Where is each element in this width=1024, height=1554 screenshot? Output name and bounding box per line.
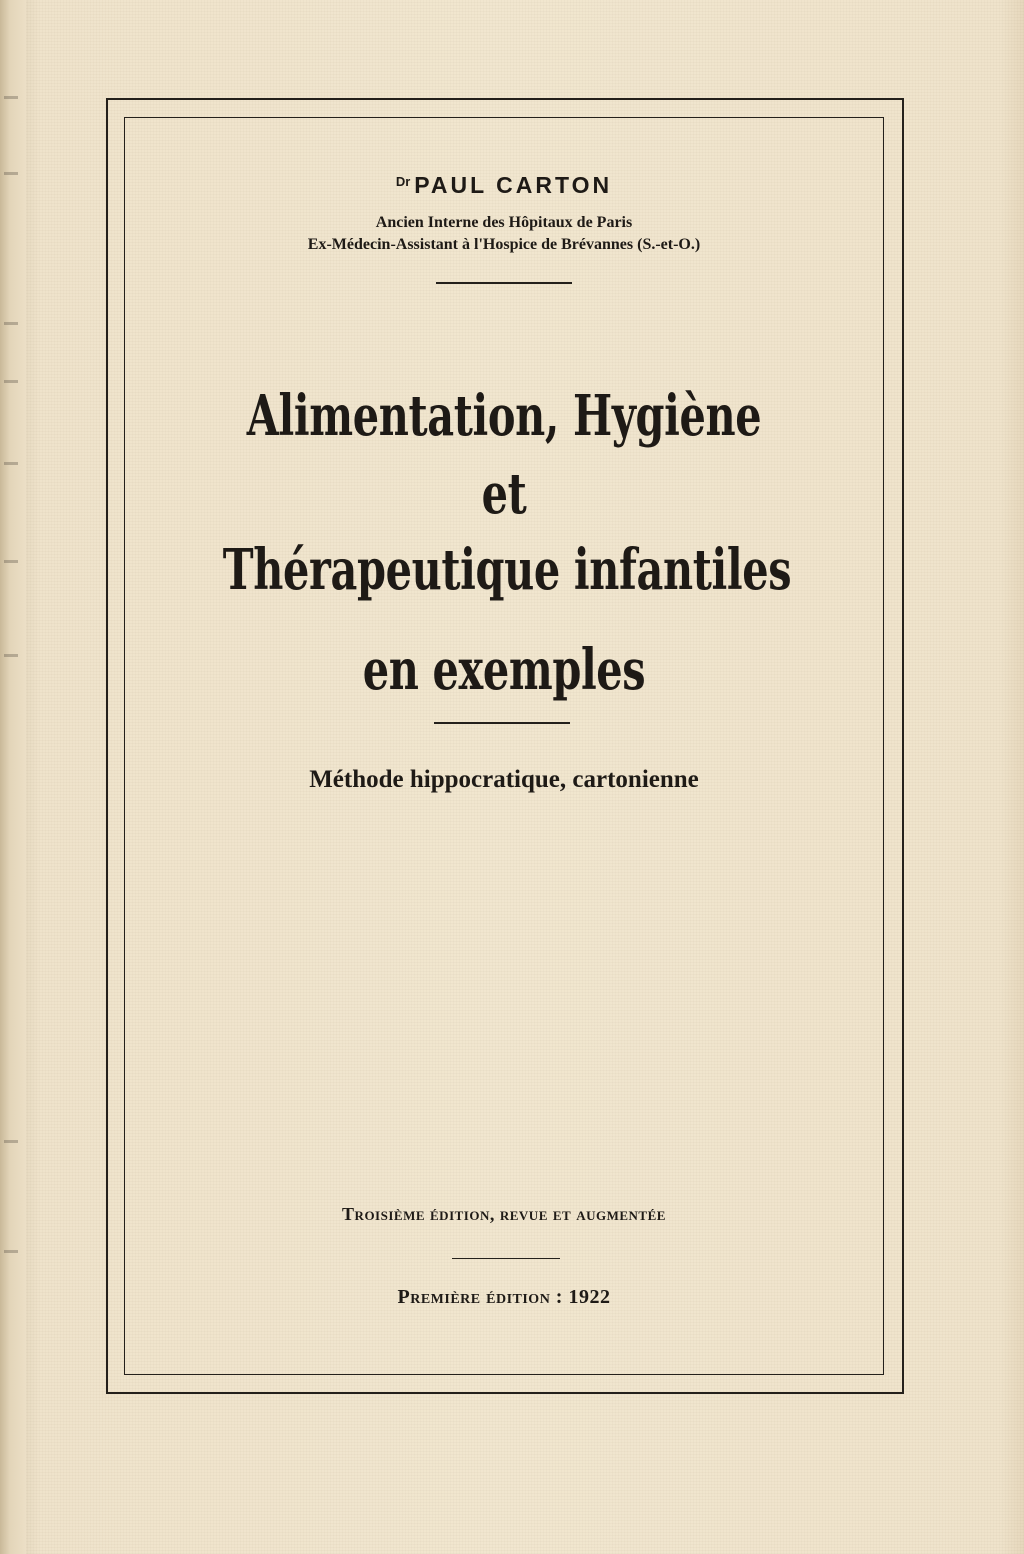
spine-edge <box>0 0 26 1554</box>
title-line-2: et <box>481 461 527 527</box>
spine-mark <box>4 462 18 465</box>
title-line-1: Alimentation, Hygiène <box>246 383 762 449</box>
subtitle: Méthode hippocratique, cartonienne <box>309 766 699 793</box>
title-line-4: en exemples <box>362 637 646 703</box>
spine-mark <box>4 560 18 563</box>
author-name-text: PAUL CARTON <box>414 172 613 198</box>
author-name <box>124 172 884 199</box>
spine-mark <box>4 380 18 383</box>
spine-mark <box>4 1250 18 1253</box>
inner-border <box>124 117 884 1375</box>
spine-mark <box>4 96 18 99</box>
title-line-3: Thérapeutique infantiles <box>222 537 792 603</box>
first-edition-note: Première édition : 1922 <box>397 1286 611 1308</box>
author-credential-1: Ancien Interne des Hôpitaux de Paris <box>375 214 633 231</box>
spine-mark <box>4 654 18 657</box>
author-credential-2: Ex-Médecin-Assistant à l'Hospice de Brévannes (S.-et-O.) <box>307 236 701 253</box>
spine-mark <box>4 322 18 325</box>
author-prefix: Dr <box>395 174 411 189</box>
divider-edition <box>452 1258 560 1259</box>
divider-top <box>436 282 572 284</box>
divider-title <box>434 722 570 724</box>
spine-mark <box>4 1140 18 1143</box>
edition-note: Troisième édition, revue et augmentée <box>342 1204 666 1224</box>
spine-mark <box>4 172 18 175</box>
